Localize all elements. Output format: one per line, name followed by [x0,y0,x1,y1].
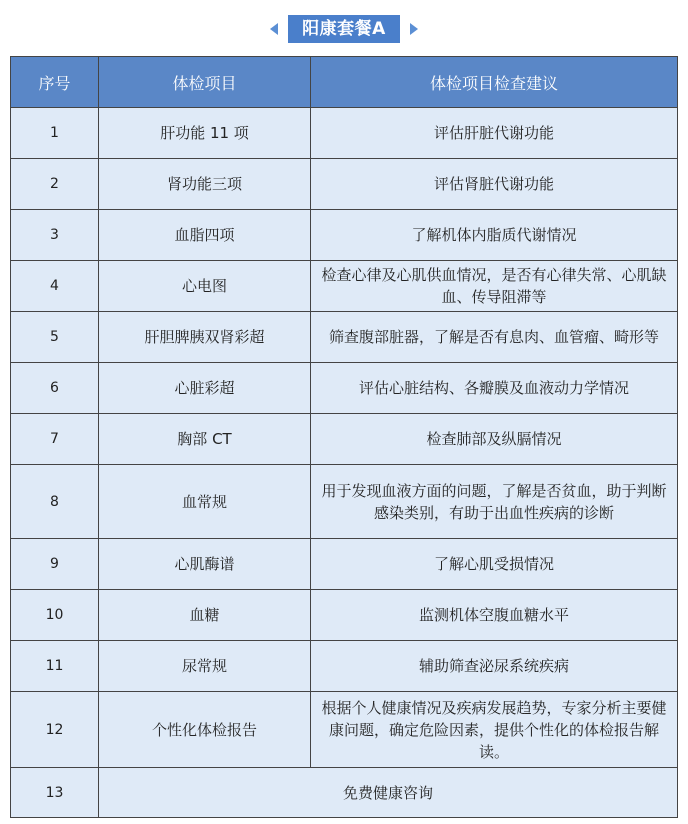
table-row [11,159,678,210]
table-row [11,261,678,312]
table-row [11,312,678,363]
row-index: 5 [11,312,99,363]
triangle-left-icon [270,23,278,35]
row-index: 8 [11,465,99,539]
row-index: 1 [11,108,99,159]
row-item: 肝胆脾胰双肾彩超 [99,312,311,363]
row-index: 12 [11,692,99,768]
row-item: 尿常规 [99,641,311,692]
table-header [11,57,678,108]
row-index: 11 [11,641,99,692]
row-item: 血常规 [99,465,311,539]
row-advice: 评估心脏结构、各瓣膜及血液动力学情况 [311,363,678,414]
row-advice: 用于发现血液方面的问题，了解是否贫血，助于判断感染类别，有助于出血性疾病的诊断 [311,465,678,539]
table-row [11,108,678,159]
row-item: 血脂四项 [99,210,311,261]
row-item: 肝功能 11 项 [99,108,311,159]
table-body [11,108,678,818]
row-merged-advice: 免费健康咨询 [99,768,678,818]
table-row [11,414,678,465]
checkup-table [10,56,678,818]
row-item: 肾功能三项 [99,159,311,210]
row-item: 心脏彩超 [99,363,311,414]
header-item: 体检项目 [99,57,311,108]
row-index: 13 [11,768,99,818]
row-advice: 评估肝脏代谢功能 [311,108,678,159]
row-index: 6 [11,363,99,414]
row-advice: 辅助筛查泌尿系统疾病 [311,641,678,692]
row-advice: 了解机体内脂质代谢情况 [311,210,678,261]
row-advice: 筛查腹部脏器，了解是否有息肉、血管瘤、畸形等 [311,312,678,363]
package-title: 阳康套餐A [288,15,400,43]
table-row [11,363,678,414]
row-advice: 检查心律及心肌供血情况，是否有心律失常、心肌缺血、传导阻滞等 [311,261,678,312]
row-index: 2 [11,159,99,210]
table-row [11,692,678,768]
header-advice: 体检项目检查建议 [311,57,678,108]
header-row [11,57,678,108]
row-item: 心肌酶谱 [99,539,311,590]
row-index: 3 [11,210,99,261]
table-row [11,210,678,261]
triangle-right-icon [410,23,418,35]
table-row [11,768,678,818]
row-index: 10 [11,590,99,641]
row-advice: 根据个人健康情况及疾病发展趋势，专家分析主要健康问题，确定危险因素，提供个性化的体检报告解读。 [311,692,678,768]
row-item: 血糖 [99,590,311,641]
table-row [11,590,678,641]
row-index: 9 [11,539,99,590]
checkup-table-container [10,56,677,818]
row-advice: 了解心肌受损情况 [311,539,678,590]
row-item: 个性化体检报告 [99,692,311,768]
header-index: 序号 [11,57,99,108]
table-row [11,641,678,692]
row-advice: 评估肾脏代谢功能 [311,159,678,210]
row-index: 7 [11,414,99,465]
title-banner [0,14,688,44]
row-index: 4 [11,261,99,312]
table-row [11,539,678,590]
row-item: 胸部 CT [99,414,311,465]
row-advice: 检查肺部及纵膈情况 [311,414,678,465]
row-advice: 监测机体空腹血糖水平 [311,590,678,641]
table-row [11,465,678,539]
row-item: 心电图 [99,261,311,312]
